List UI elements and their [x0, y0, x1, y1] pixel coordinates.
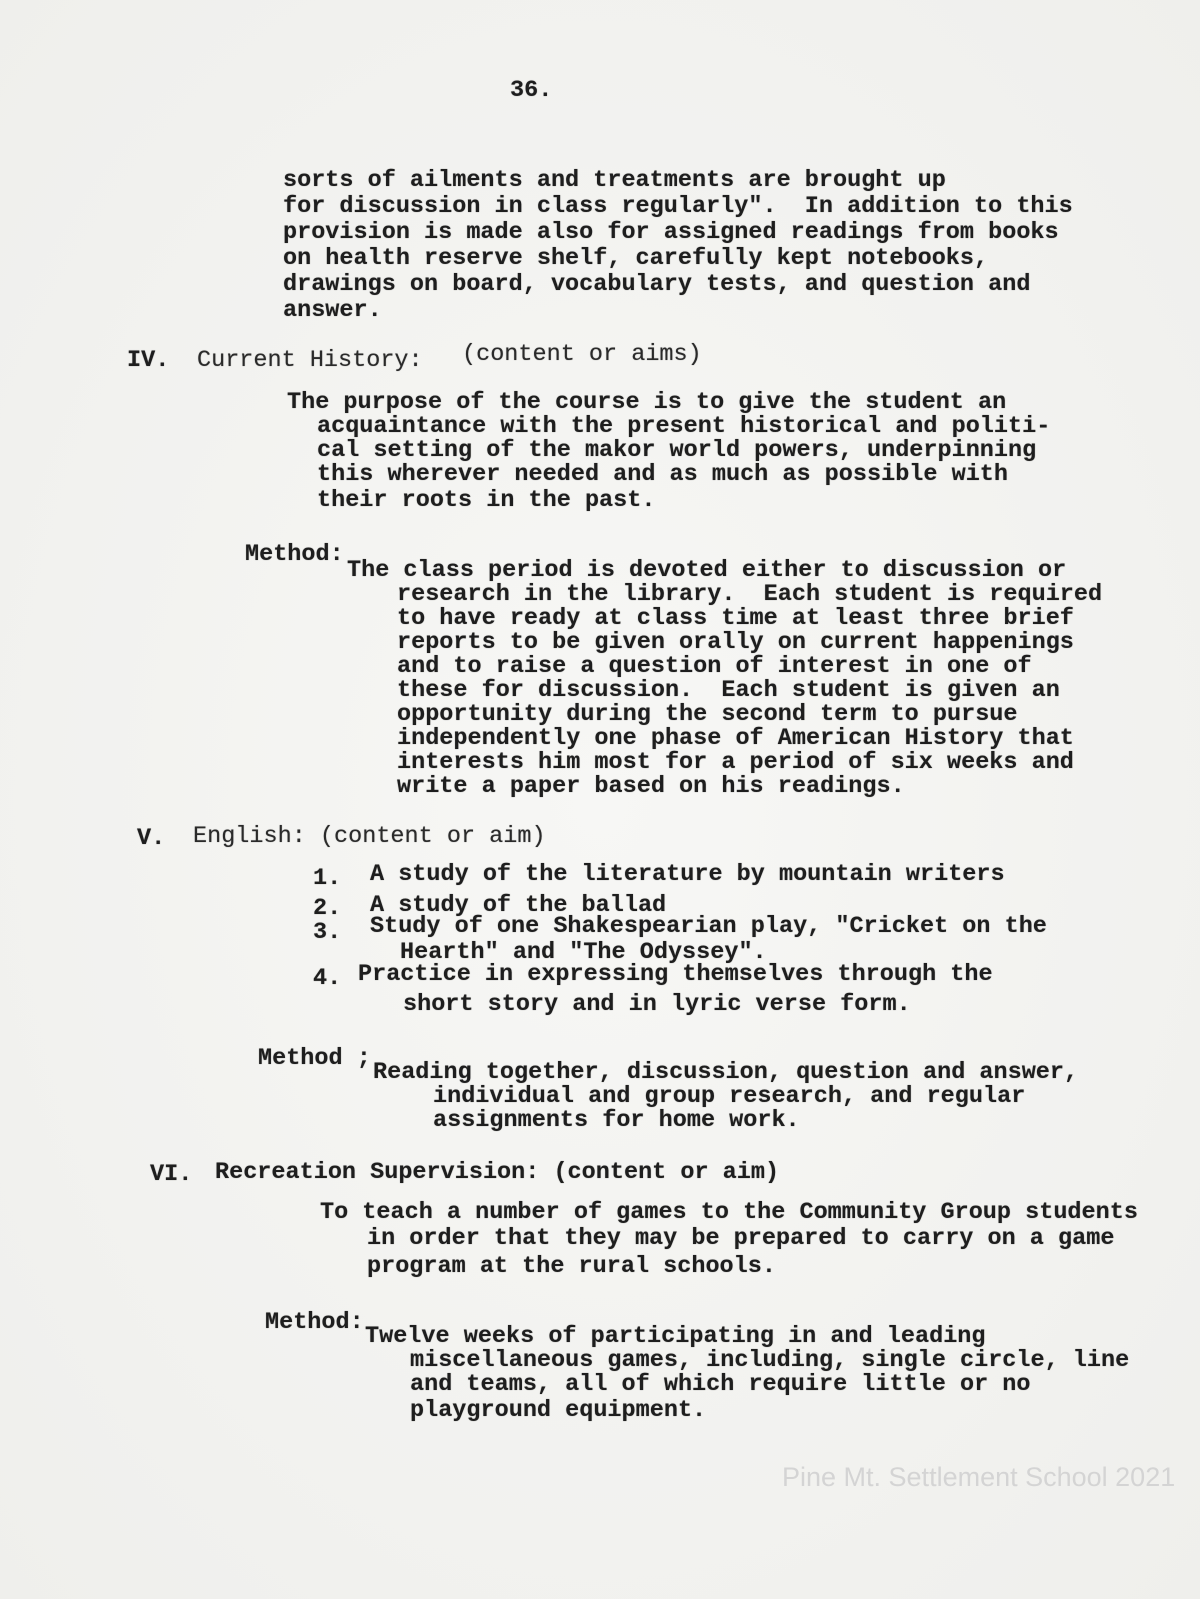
method-label: Method:	[245, 541, 344, 568]
list-item: short story and in lyric verse form.	[403, 991, 911, 1018]
text-line: these for discussion. Each student is given an	[397, 677, 1060, 704]
text-line: acquaintance with the present historical and politi-	[317, 413, 1051, 440]
text-line: answer.	[283, 297, 382, 324]
text-line: provision is made also for assigned readings from books	[283, 219, 1059, 246]
text-line: playground equipment.	[410, 1397, 707, 1424]
text-line: The class period is devoted either to discussion or	[347, 557, 1067, 584]
text-line: in order that they may be prepared to carry on a game	[367, 1225, 1115, 1252]
list-item: Practice in expressing themselves through the	[358, 961, 993, 988]
text-line: research in the library. Each student is required	[397, 581, 1103, 608]
text-line: reports to be given orally on current happenings	[397, 629, 1074, 656]
text-line: for discussion in class regularly". In addition to this	[283, 193, 1073, 220]
text-line: on health reserve shelf, carefully kept notebooks,	[283, 245, 989, 272]
text-line: individual and group research, and regular	[433, 1083, 1026, 1110]
page-number: 36.	[510, 77, 553, 104]
list-number: 2.	[313, 895, 342, 922]
method-label: Method ;	[258, 1045, 371, 1072]
text-line: and to raise a question of interest in one of	[397, 653, 1032, 680]
section-numeral: V.	[137, 825, 166, 852]
text-line: assignments for home work.	[433, 1107, 800, 1134]
watermark: Pine Mt. Settlement School 2021	[782, 1462, 1176, 1492]
text-line: sorts of ailments and treatments are brought up	[283, 167, 946, 194]
section-title: English: (content or aim)	[193, 823, 546, 850]
section-numeral: VI.	[150, 1161, 193, 1188]
text-line: program at the rural schools.	[367, 1253, 776, 1280]
list-item: A study of the ballad	[370, 892, 667, 919]
list-item: Hearth" and "The Odyssey".	[400, 939, 767, 966]
section-numeral: IV.	[127, 347, 170, 374]
text-line: Twelve weeks of participating in and leading	[365, 1323, 986, 1350]
list-number: 1.	[313, 865, 342, 892]
list-number: 4.	[313, 965, 342, 992]
method-label: Method:	[265, 1309, 364, 1336]
text-line: this wherever needed and as much as possible with	[317, 461, 1009, 488]
list-item: Study of one Shakespearian play, "Cricket on the	[370, 913, 1047, 940]
text-line: to have ready at class time at least three brief	[397, 605, 1074, 632]
text-line: Reading together, discussion, question and answer,	[373, 1059, 1079, 1086]
section-subtitle: (content or aims)	[462, 341, 702, 368]
text-line: The purpose of the course is to give the student an	[287, 389, 1007, 416]
text-line: miscellaneous games, including, single circle, line	[410, 1347, 1130, 1374]
section-title: Recreation Supervision: (content or aim)	[215, 1159, 780, 1186]
text-line: drawings on board, vocabulary tests, and question and	[283, 271, 1031, 298]
text-line: opportunity during the second term to pursue	[397, 701, 1018, 728]
list-item: A study of the literature by mountain writers	[370, 861, 1005, 888]
text-line: cal setting of the makor world powers, underpinning	[317, 437, 1037, 464]
text-line: and teams, all of which require little or no	[410, 1371, 1031, 1398]
text-line: interests him most for a period of six weeks and	[397, 749, 1074, 776]
text-line: independently one phase of American History that	[397, 725, 1074, 752]
text-line: their roots in the past.	[317, 487, 656, 514]
section-title: Current History:	[197, 347, 423, 374]
text-line: write a paper based on his readings.	[397, 773, 905, 800]
text-line: To teach a number of games to the Community Group students	[320, 1199, 1138, 1226]
list-number: 3.	[313, 919, 342, 946]
